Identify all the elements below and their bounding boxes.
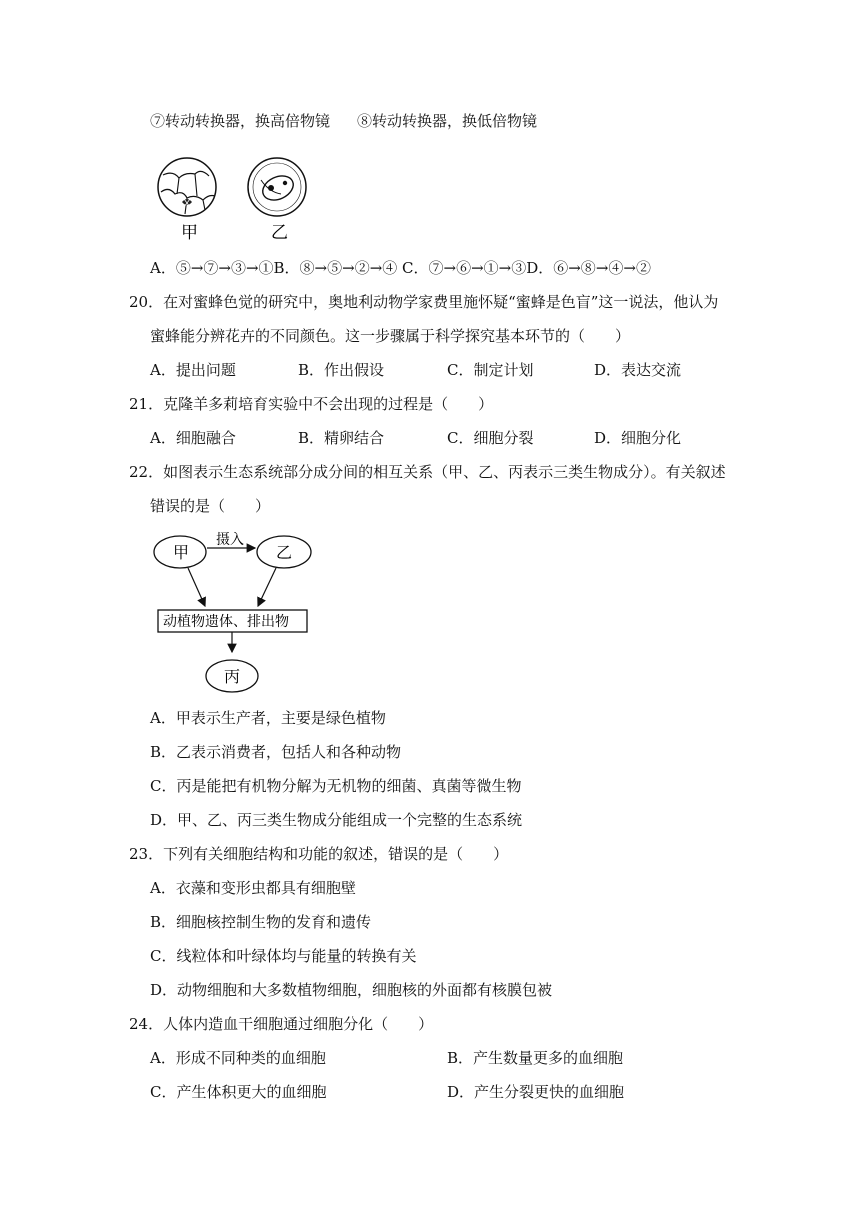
q21-option-a: A．细胞融合 [150, 429, 236, 447]
q22-option-d: D．甲、乙、丙三类生物成分能组成一个完整的生态系统 [150, 811, 523, 829]
q19-options: A．⑤→⑦→③→①B．⑧→⑤→②→④ C．⑦→⑥→①→③D．⑥→⑧→④→② [150, 259, 651, 277]
microscope-view-svg [155, 150, 325, 250]
microscope-view-jia [158, 158, 216, 216]
q22-option-b: B．乙表示消费者，包括人和各种动物 [150, 743, 402, 761]
q20-option-b: B．作出假设 [298, 361, 385, 379]
q20-stem-line1: 20．在对蜜蜂色觉的研究中，奥地利动物学家费里施怀疑“蜜蜂是色盲”这一说法，他认为 [129, 293, 719, 311]
q23-option-a: A．衣藻和变形虫都具有细胞壁 [150, 879, 356, 897]
label-jia: 甲 [181, 223, 198, 243]
q24-option-c: C．产生体积更大的血细胞 [150, 1083, 327, 1101]
q22-option-a: A．甲表示生产者，主要是绿色植物 [150, 709, 386, 727]
q23-stem: 23．下列有关细胞结构和功能的叙述，错误的是（ ） [129, 845, 509, 863]
microscope-view-figure [155, 150, 325, 254]
node-yi-label: 乙 [276, 543, 293, 562]
q20-option-a: A．提出问题 [150, 361, 236, 379]
q20-stem-line2: 蜜蜂能分辨花卉的不同颜色。这一步骤属于科学探究基本环节的（ ） [150, 327, 631, 345]
q21-option-c: C．细胞分裂 [447, 429, 534, 447]
q21-option-b: B．精卵结合 [298, 429, 385, 447]
q20-option-d: D．表达交流 [594, 361, 682, 379]
q24-option-a: A．形成不同种类的血细胞 [150, 1049, 326, 1067]
remains-box-label: 动植物遗体、排出物 [163, 614, 289, 630]
q24-stem: 24．人体内造血干细胞通过细胞分化（ ） [129, 1015, 434, 1033]
q19-step8: ⑧转动转换器，换低倍物镜 [357, 112, 538, 130]
q21-stem: 21．克隆羊多莉培育实验中不会出现的过程是（ ） [129, 395, 494, 413]
q20-option-c: C．制定计划 [447, 361, 534, 379]
microscope-view-yi [248, 158, 306, 216]
arrow-jia-to-box [188, 568, 205, 606]
arrow-yi-to-box [258, 568, 276, 606]
q21-option-d: D．细胞分化 [594, 429, 682, 447]
node-bing-label: 丙 [224, 667, 241, 686]
q24-option-d: D．产生分裂更快的血细胞 [447, 1083, 625, 1101]
q22-stem-line1: 22．如图表示生态系统部分成分间的相互关系（甲、乙、丙表示三类生物成分）。有关叙述 [129, 463, 726, 481]
q22-option-c: C．丙是能把有机物分解为无机物的细菌、真菌等微生物 [150, 777, 522, 795]
ecosystem-diagram-svg [150, 528, 320, 698]
q23-option-b: B．细胞核控制生物的发育和遗传 [150, 913, 372, 931]
ecosystem-diagram [150, 528, 320, 702]
q24-option-b: B．产生数量更多的血细胞 [447, 1049, 624, 1067]
q19-step7: ⑦转动转换器，换高倍物镜 [150, 112, 331, 130]
label-yi: 乙 [271, 223, 288, 243]
q22-stem-line2: 错误的是（ ） [150, 497, 271, 515]
node-jia-label: 甲 [173, 543, 190, 562]
q23-option-d: D．动物细胞和大多数植物细胞，细胞核的外面都有核膜包被 [150, 981, 553, 999]
edge-label-sheru: 摄入 [216, 532, 244, 548]
q23-option-c: C．线粒体和叶绿体均与能量的转换有关 [150, 947, 417, 965]
